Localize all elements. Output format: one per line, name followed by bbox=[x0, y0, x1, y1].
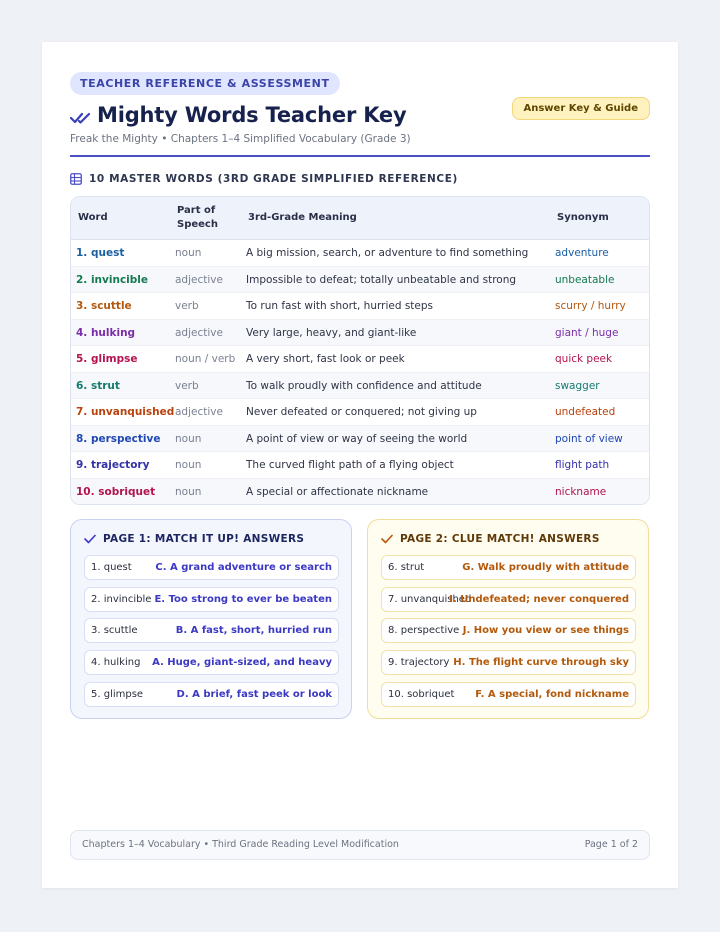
col-synonym: Synonym bbox=[557, 212, 609, 223]
word-meaning: To walk proudly with confidence and attitude bbox=[246, 379, 482, 392]
part-of-speech: verb bbox=[175, 379, 199, 392]
vocab-word: 8. perspective bbox=[76, 432, 161, 445]
word-synonym: nickname bbox=[555, 485, 607, 498]
answer-definition: B. A fast, short, hurried run bbox=[175, 625, 332, 637]
answer-term: 4. hulking bbox=[91, 657, 141, 669]
answer-row bbox=[84, 587, 339, 612]
table-row bbox=[71, 399, 649, 426]
word-meaning: Impossible to defeat; totally unbeatable and strong bbox=[246, 273, 517, 286]
page1-answers-card bbox=[70, 519, 352, 719]
part-of-speech: noun bbox=[175, 432, 202, 445]
answer-term: 7. unvanquished bbox=[388, 593, 472, 605]
answer-definition: G. Walk proudly with attitude bbox=[462, 562, 629, 573]
word-meaning: A special or affectionate nickname bbox=[246, 485, 429, 498]
table-grid-icon bbox=[70, 173, 82, 185]
check-icon bbox=[84, 534, 96, 544]
answer-definition: C. A grand adventure or search bbox=[155, 562, 332, 573]
word-meaning: A point of view or way of seeing the world bbox=[246, 432, 468, 445]
part-of-speech: adjective bbox=[175, 406, 223, 418]
table-row bbox=[71, 373, 649, 400]
answer-row bbox=[84, 618, 339, 643]
answer-definition: I. Undefeated; never conquered bbox=[449, 593, 629, 605]
answer-term: 1. quest bbox=[91, 562, 132, 573]
part-of-speech: noun bbox=[175, 247, 202, 259]
word-meaning: A big mission, search, or adventure to find something bbox=[246, 247, 529, 259]
answer-term: 10. sobriquet bbox=[388, 688, 455, 700]
header-divider bbox=[70, 155, 650, 157]
answer-row bbox=[84, 555, 339, 580]
answer-cards bbox=[70, 519, 650, 721]
vocab-word: 6. strut bbox=[76, 379, 120, 392]
footer-left-text: Chapters 1–4 Vocabulary • Third Grade Reading Level Modification bbox=[82, 839, 399, 850]
page2-heading-text: PAGE 2: CLUE MATCH! ANSWERS bbox=[400, 533, 600, 545]
table-row bbox=[71, 293, 649, 320]
answer-row bbox=[381, 682, 636, 707]
vocab-word: 4. hulking bbox=[76, 326, 136, 339]
check-icon bbox=[381, 534, 393, 544]
word-synonym: adventure bbox=[555, 247, 609, 259]
answer-term: 5. glimpse bbox=[91, 688, 144, 700]
answer-term: 2. invincible bbox=[91, 593, 152, 605]
table-row bbox=[71, 240, 649, 267]
answer-definition: E. Too strong to ever be beaten bbox=[154, 593, 332, 605]
vocab-word: 5. glimpse bbox=[76, 353, 138, 365]
part-of-speech: noun bbox=[175, 459, 202, 471]
answer-definition: A. Huge, giant-sized, and heavy bbox=[152, 657, 332, 669]
page-footer bbox=[70, 830, 650, 860]
table-row bbox=[71, 346, 649, 373]
vocab-table-body bbox=[71, 240, 649, 504]
vocab-word: 1. quest bbox=[76, 247, 125, 259]
kicker-tag: TEACHER REFERENCE & ASSESSMENT bbox=[70, 72, 340, 95]
vocab-section-heading bbox=[70, 173, 650, 187]
word-meaning: A very short, fast look or peek bbox=[246, 353, 405, 365]
part-of-speech: verb bbox=[175, 300, 199, 312]
vocab-word: 3. scuttle bbox=[76, 300, 132, 312]
table-row bbox=[71, 267, 649, 294]
vocab-word: 10. sobriquet bbox=[76, 485, 156, 498]
vocab-table bbox=[70, 196, 650, 505]
col-word: Word bbox=[78, 212, 108, 223]
double-check-icon bbox=[70, 110, 92, 126]
word-synonym: swagger bbox=[555, 379, 600, 392]
answer-term: 9. trajectory bbox=[388, 657, 450, 669]
word-meaning: Never defeated or conquered; not giving up bbox=[246, 406, 477, 418]
table-row bbox=[71, 426, 649, 453]
word-meaning: To run fast with short, hurried steps bbox=[246, 300, 434, 312]
page-content bbox=[70, 72, 650, 721]
answer-term: 6. strut bbox=[388, 562, 425, 573]
answer-definition: D. A brief, fast peek or look bbox=[176, 688, 332, 700]
vocab-word: 7. unvanquished bbox=[76, 406, 175, 418]
vocab-word: 9. trajectory bbox=[76, 459, 150, 471]
page-subtitle: Freak the Mighty • Chapters 1–4 Simplified Vocabulary (Grade 3) bbox=[70, 133, 411, 145]
part-of-speech: noun / verb bbox=[175, 353, 236, 365]
vocab-table-header bbox=[71, 197, 649, 240]
answer-row bbox=[84, 650, 339, 675]
word-meaning: The curved flight path of a flying object bbox=[246, 459, 454, 471]
col-part-of-speech: Part of Speech bbox=[177, 205, 218, 230]
word-synonym: giant / huge bbox=[555, 326, 619, 339]
answer-row bbox=[381, 555, 636, 580]
part-of-speech: adjective bbox=[175, 326, 223, 339]
word-synonym: undefeated bbox=[555, 406, 616, 418]
vocab-heading-text: 10 MASTER WORDS (3RD GRADE SIMPLIFIED REFERENCE) bbox=[89, 173, 458, 185]
page-number: Page 1 of 2 bbox=[584, 839, 638, 850]
word-synonym: quick peek bbox=[555, 353, 613, 365]
page-title: Mighty Words Teacher Key bbox=[97, 103, 407, 127]
answer-row bbox=[84, 682, 339, 707]
page2-answers-card bbox=[367, 519, 649, 719]
part-of-speech: adjective bbox=[175, 273, 223, 286]
word-synonym: flight path bbox=[555, 459, 610, 471]
answer-term: 3. scuttle bbox=[91, 625, 138, 637]
part-of-speech: noun bbox=[175, 485, 202, 498]
answer-definition: H. The flight curve through sky bbox=[453, 657, 629, 669]
answer-row bbox=[381, 587, 636, 612]
answer-term: 8. perspective bbox=[388, 625, 460, 637]
word-synonym: unbeatable bbox=[555, 273, 615, 286]
vocab-word: 2. invincible bbox=[76, 273, 149, 286]
word-synonym: point of view bbox=[555, 432, 623, 445]
answer-key-page bbox=[42, 42, 678, 888]
table-row bbox=[71, 479, 649, 505]
word-synonym: scurry / hurry bbox=[555, 300, 626, 312]
answer-definition: J. How you view or see things bbox=[462, 625, 629, 637]
page1-heading-text: PAGE 1: MATCH IT UP! ANSWERS bbox=[103, 533, 305, 545]
word-meaning: Very large, heavy, and giant-like bbox=[246, 326, 417, 339]
col-meaning: 3rd-Grade Meaning bbox=[248, 212, 357, 223]
table-row bbox=[71, 320, 649, 347]
table-row bbox=[71, 452, 649, 479]
answer-row bbox=[381, 650, 636, 675]
answer-definition: F. A special, fond nickname bbox=[475, 688, 629, 700]
answer-key-badge: Answer Key & Guide bbox=[512, 97, 651, 120]
title-row bbox=[70, 103, 650, 133]
answer-row bbox=[381, 618, 636, 643]
